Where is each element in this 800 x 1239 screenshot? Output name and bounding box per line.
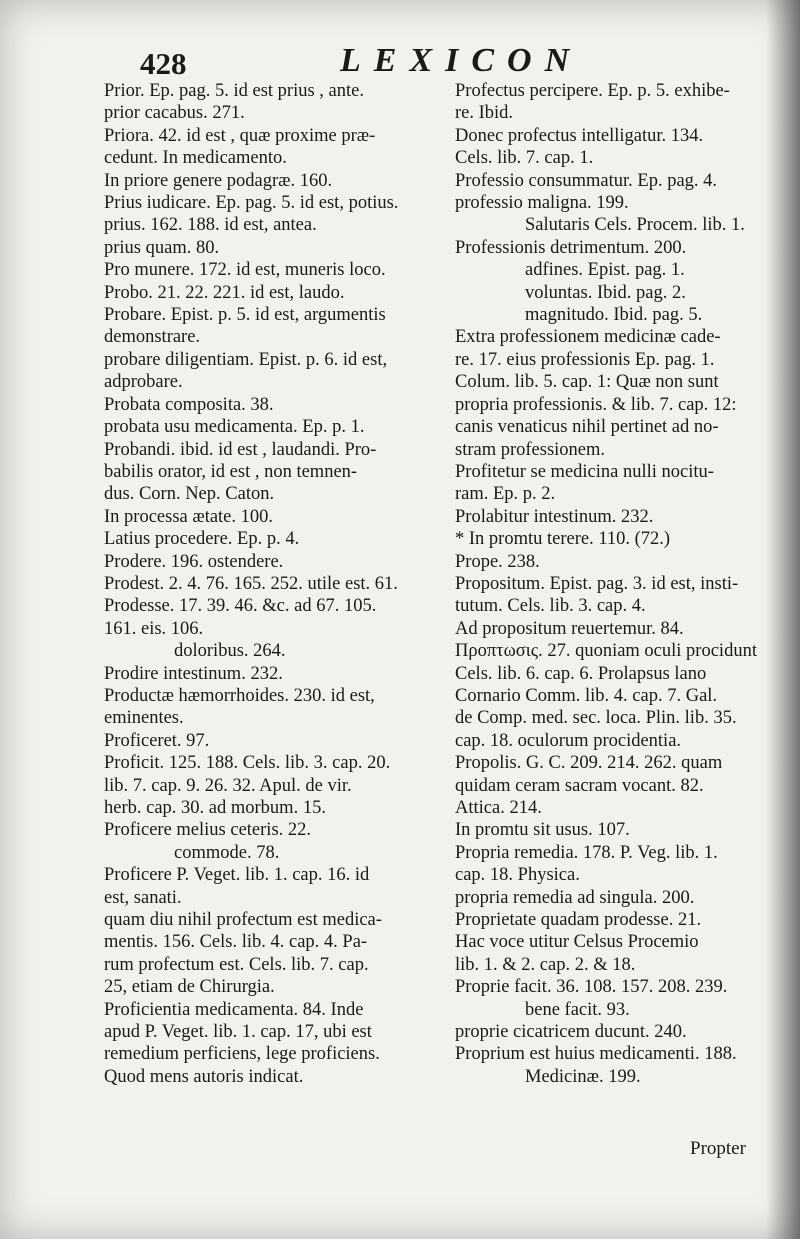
entry-line: babilis orator, id est , non temnen- xyxy=(104,461,358,482)
entry-line: Prodesse. 17. 39. 46. &c. ad 67. 105. xyxy=(104,596,377,617)
entry-line: cap. 18. oculorum procidentia. xyxy=(455,730,682,751)
index-entry xyxy=(455,573,773,618)
catchword: Propter xyxy=(690,1138,746,1159)
entry-line: Probata composita. 38. xyxy=(104,394,274,415)
page-number: 428 xyxy=(140,46,187,81)
entry-line: Proficit. 125. 188. Cels. lib. 3. cap. 20. xyxy=(104,753,391,774)
index-entry xyxy=(104,528,439,550)
index-entry xyxy=(455,551,773,573)
entry-line: Professionis detrimentum. 200. xyxy=(455,237,687,258)
entry-line: Cornario Comm. lib. 4. cap. 7. Gal. xyxy=(455,685,718,706)
entry-line: Prolabitur intestinum. 232. xyxy=(455,506,654,527)
entry-line: Professio consummatur. Ep. pag. 4. xyxy=(455,170,718,191)
entry-line: Prodere. 196. ostendere. xyxy=(104,551,284,572)
index-entry xyxy=(104,259,439,281)
entry-line: prior cacabus. 271. xyxy=(104,103,245,124)
entry-line: Extra professionem medicinæ cade- xyxy=(455,327,721,348)
index-entry xyxy=(104,102,439,124)
entry-line: Proprietate quadam prodesse. 21. xyxy=(455,910,702,931)
entry-line: Probare. Epist. p. 5. id est, argumentis xyxy=(104,305,386,326)
entry-line: Profitetur se medicina nulli nocitu- xyxy=(455,461,714,482)
entry-line: Propositum. Epist. pag. 3. id est, insti- xyxy=(455,573,739,594)
index-entry xyxy=(104,214,439,236)
entry-line: re. 17. eius professionis Ep. pag. 1. xyxy=(455,349,715,370)
entry-line: Proficientia medicamenta. 84. Inde xyxy=(104,999,364,1020)
index-entry xyxy=(455,640,773,752)
index-entry xyxy=(455,528,773,550)
index-entry xyxy=(455,887,773,909)
entry-line: lib. 1. & 2. cap. 2. & 18. xyxy=(455,954,636,975)
index-entry xyxy=(455,170,773,192)
index-entry xyxy=(455,1021,773,1043)
entry-line: adprobare. xyxy=(104,372,183,393)
index-entry xyxy=(104,819,439,841)
index-entry xyxy=(104,192,439,214)
entry-line: tutum. Cels. lib. 3. cap. 4. xyxy=(455,596,646,617)
entry-line: cedunt. In medicamento. xyxy=(104,148,287,169)
index-entry xyxy=(455,976,773,998)
entry-line: Probo. 21. 22. 221. id est, laudo. xyxy=(104,282,345,303)
entry-line: Cels. lib. 6. cap. 6. Prolapsus lano xyxy=(455,663,707,684)
entry-line: In priore genere podagræ. 160. xyxy=(104,170,333,191)
right-column xyxy=(455,80,773,1088)
index-entry xyxy=(104,551,439,573)
entry-line: Probandi. ibid. id est , laudandi. Pro- xyxy=(104,439,377,460)
index-entry xyxy=(104,237,439,259)
entry-line: est, sanati. xyxy=(104,887,182,908)
entry-line: propria professionis. & lib. 7. cap. 12: xyxy=(455,394,737,415)
index-entry xyxy=(104,730,439,752)
index-entry xyxy=(104,416,439,438)
index-entry xyxy=(455,461,773,506)
entry-line: Propolis. G. C. 209. 214. 262. quam xyxy=(455,753,723,774)
running-title: LEXICON xyxy=(340,42,583,79)
index-entry xyxy=(455,999,773,1021)
entry-line: commode. 78. xyxy=(174,842,280,863)
entry-line: Colum. lib. 5. cap. 1: Quæ non sunt xyxy=(455,372,719,393)
entry-line: Ad propositum reuertemur. 84. xyxy=(455,618,684,639)
entry-line: ram. Ep. p. 2. xyxy=(455,484,556,505)
page-header xyxy=(140,40,740,82)
index-entry xyxy=(104,663,439,685)
index-entry xyxy=(104,999,439,1089)
index-entry xyxy=(455,259,773,326)
entry-line: Hac voce utitur Celsus Procemio xyxy=(455,932,699,953)
index-entry xyxy=(455,237,773,259)
index-entry xyxy=(455,326,773,460)
entry-line: quidam ceram sacram vocant. 82. xyxy=(455,775,704,796)
index-entry xyxy=(104,595,439,640)
entry-line: stram professionem. xyxy=(455,439,606,460)
entry-line: Attica. 214. xyxy=(455,798,542,818)
index-entry xyxy=(455,819,773,841)
index-entry xyxy=(455,506,773,528)
index-entry xyxy=(104,439,439,506)
entry-line: Proficere melius ceteris. 22. xyxy=(104,820,312,841)
entry-line: canis venaticus nihil pertinet ad no- xyxy=(455,417,719,438)
entry-line: doloribus. 264. xyxy=(174,641,286,662)
entry-line: Prope. 238. xyxy=(455,551,540,572)
entry-line: apud P. Veget. lib. 1. cap. 17, ubi est xyxy=(104,1022,372,1043)
entry-line: 161. eis. 106. xyxy=(104,618,204,639)
index-entry xyxy=(455,752,773,819)
entry-line: Priora. 42. id est , quæ proxime præ- xyxy=(104,125,376,146)
index-entry xyxy=(104,685,439,730)
entry-line: cap. 18. Physica. xyxy=(455,865,580,886)
index-entry xyxy=(104,80,439,102)
left-column xyxy=(104,80,439,1088)
index-entry xyxy=(455,214,773,236)
entry-line: Latius procedere. Ep. p. 4. xyxy=(104,529,300,550)
index-entry xyxy=(104,864,439,909)
entry-line: re. Ibid. xyxy=(455,103,514,124)
entry-line: probata usu medicamenta. Ep. p. 1. xyxy=(104,417,365,438)
index-entry xyxy=(104,506,439,528)
entry-line: mentis. 156. Cels. lib. 4. cap. 4. Pa- xyxy=(104,932,368,953)
entry-line: In promtu sit usus. 107. xyxy=(455,820,630,841)
entry-line: Prodire intestinum. 232. xyxy=(104,663,283,684)
entry-line: de Comp. med. sec. loca. Plin. lib. 35. xyxy=(455,708,737,729)
entry-line: remedium perficiens, lege proficiens. xyxy=(104,1044,380,1065)
entry-line: Proprie facit. 36. 108. 157. 208. 239. xyxy=(455,977,728,998)
index-entry xyxy=(104,125,439,170)
index-entry xyxy=(455,618,773,640)
index-entry xyxy=(455,80,773,125)
index-entry xyxy=(455,192,773,214)
entry-line: Proprium est huius medicamenti. 188. xyxy=(455,1044,737,1065)
entry-line: demonstrare. xyxy=(104,327,201,348)
index-entry xyxy=(104,909,439,999)
entry-line: Productæ hæmorrhoides. 230. id est, xyxy=(104,685,375,706)
entry-line: Donec profectus intelligatur. 134. xyxy=(455,125,704,146)
index-entry xyxy=(455,842,773,887)
entry-line: Prius iudicare. Ep. pag. 5. id est, potius. xyxy=(104,193,399,214)
entry-line: prius quam. 80. xyxy=(104,237,220,258)
entry-line: Prodest. 2. 4. 76. 165. 252. utile est. 61. xyxy=(104,573,398,594)
entry-line: Pro munere. 172. id est, muneris loco. xyxy=(104,260,386,281)
index-entry xyxy=(455,1043,773,1065)
entry-line: * In promtu terere. 110. (72.) xyxy=(455,529,671,550)
index-entry xyxy=(104,573,439,595)
entry-line: propria remedia ad singula. 200. xyxy=(455,887,695,908)
index-entry xyxy=(104,842,439,864)
index-entry xyxy=(455,1066,773,1088)
index-entry xyxy=(455,125,773,170)
entry-line: Προπτωσις. 27. quoniam oculi procidunt xyxy=(455,641,757,662)
entry-line: Medicinæ. 199. xyxy=(525,1066,641,1087)
entry-line: dus. Corn. Nep. Caton. xyxy=(104,484,275,505)
entry-line: magnitudo. Ibid. pag. 5. xyxy=(525,305,703,326)
entry-line: voluntas. Ibid. pag. 2. xyxy=(525,282,686,303)
entry-line: probare diligentiam. Epist. p. 6. id est, xyxy=(104,349,388,370)
entry-line: Proficeret. 97. xyxy=(104,730,210,751)
entry-line: Prior. Ep. pag. 5. id est prius , ante. xyxy=(104,81,364,101)
entry-line: eminentes. xyxy=(104,708,184,729)
entry-line: Propria remedia. 178. P. Veg. lib. 1. xyxy=(455,842,718,863)
index-entry xyxy=(104,282,439,304)
entry-line: Cels. lib. 7. cap. 1. xyxy=(455,148,594,169)
entry-line: proprie cicatricem ducunt. 240. xyxy=(455,1022,687,1043)
index-entry xyxy=(104,394,439,416)
index-entry xyxy=(104,170,439,192)
entry-line: lib. 7. cap. 9. 26. 32. Apul. de vir. xyxy=(104,775,352,796)
entry-line: Proficere P. Veget. lib. 1. cap. 16. id xyxy=(104,865,370,886)
entry-line: prius. 162. 188. id est, antea. xyxy=(104,215,317,236)
entry-line: bene facit. 93. xyxy=(525,999,630,1020)
index-entry xyxy=(104,304,439,349)
entry-line: Profectus percipere. Ep. p. 5. exhibe- xyxy=(455,81,730,101)
index-entry xyxy=(104,640,439,662)
entry-line: quam diu nihil profectum est medica- xyxy=(104,910,382,931)
entry-line: Quod mens autoris indicat. xyxy=(104,1066,304,1087)
entry-line: adfines. Epist. pag. 1. xyxy=(525,260,685,281)
index-entry xyxy=(104,752,439,819)
entry-line: professio maligna. 199. xyxy=(455,193,629,214)
index-entry xyxy=(455,909,773,976)
entry-line: In processa ætate. 100. xyxy=(104,506,274,527)
index-entry xyxy=(104,349,439,394)
entry-line: 25, etiam de Chirurgia. xyxy=(104,977,275,998)
entry-line: rum profectum est. Cels. lib. 7. cap. xyxy=(104,954,369,975)
entry-line: herb. cap. 30. ad morbum. 15. xyxy=(104,798,326,818)
entry-line: Salutaris Cels. Procem. lib. 1. xyxy=(525,215,745,236)
